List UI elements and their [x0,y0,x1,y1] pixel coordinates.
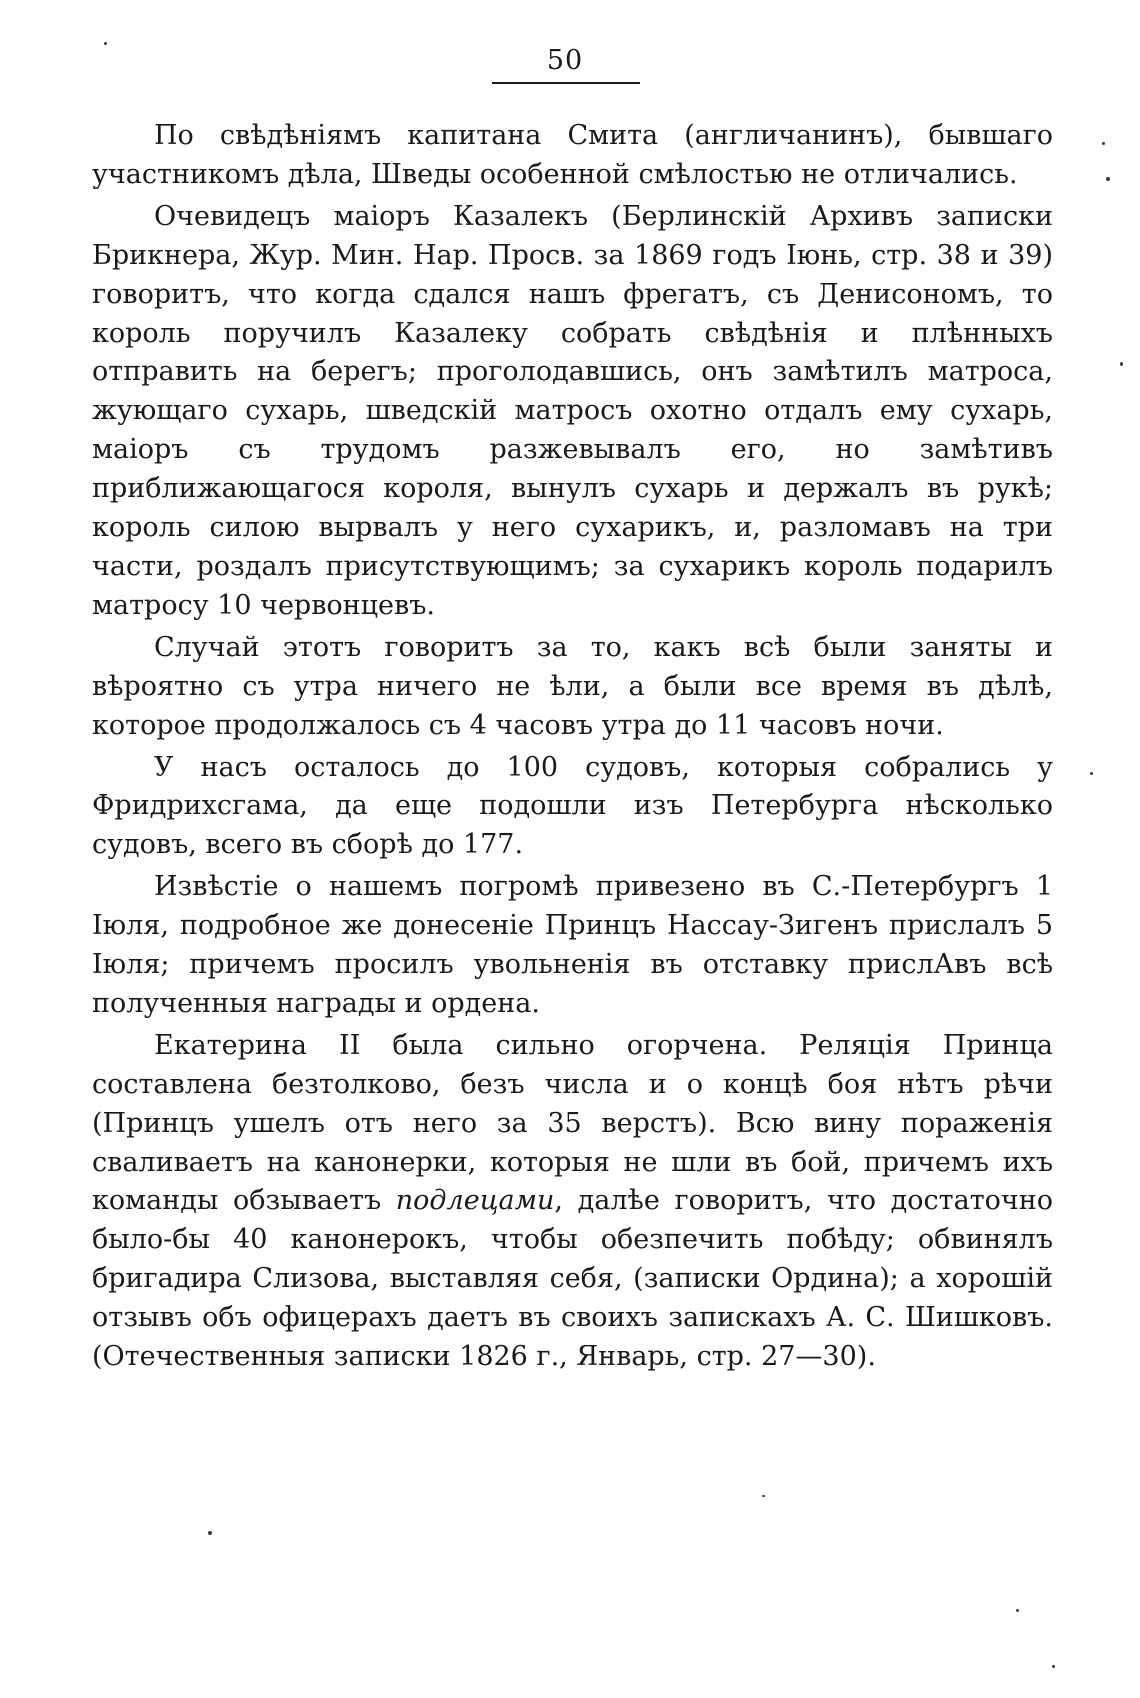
paragraph-news-of-defeat: Извѣстіе о нашемъ погромѣ привезено въ С.-Петербургъ 1 Іюля, подробное же донесеніе Принцъ Нассау-Зигенъ прислалъ 5 Іюля; причемъ просилъ увольненія въ отставку прислАвъ всѣ полученныя награды и ордена. [92,871,1053,1019]
paragraph-text-before-emphasis: Екатерина II была сильно огорчена. Реляція Принца составлена безтолково, безъ числа и о концѣ боя нѣтъ рѣчи (Принцъ ушелъ отъ него за 35 верстъ). Всю вину пораженія сваливаетъ на канонерки, которыя не шли въ бой, причемъ ихъ команды обзываетъ [92,1029,1053,1217]
speck-mark [104,42,107,45]
paragraph-case-remark: Случай этотъ говоритъ за то, какъ всѣ были заняты и вѣроятно съ утра ничего не ѣли, а были все время въ дѣлѣ, которое продолжалось съ 4 часовъ утра до 11 часовъ ночи. [92,631,1053,741]
speck-mark [762,1495,765,1497]
body-text [92,117,1053,1377]
paragraph-smith-account: По свѣдѣніямъ капитана Смита (англичанинъ), бывшаго участникомъ дѣла, Шведы особенной смѣлостью не отличались. [92,120,1053,190]
emphasized-word: подлецами [395,1185,555,1217]
paragraph-text-after-emphasis: , далѣе говоритъ, что достаточно было-бы 40 канонерокъ, чтобы обезпечить побѣду; обвинялъ бригадира Слизова, выставляя себя, (записки Ордина); а хорошій отзывъ объ офицерахъ даетъ въ своихъ запискахъ А. С. Шишковъ. (Отечественныя записки 1826 г., Январь, стр. 27—30). [92,1185,1053,1373]
page-number-rule [492,82,640,84]
speck-mark [208,1531,212,1535]
speck-mark [1016,1609,1019,1612]
speck-mark [1090,772,1093,775]
paragraph-kazalek-account: Очевидецъ маіоръ Казалекъ (Берлинскій Архивъ записки Брикнера, Жур. Мин. Нар. Просв. за 1869 годъ Іюнь, стр. 38 и 39) говоритъ, что когда сдался нашъ фрегатъ, съ Денисономъ, то король поручилъ Казалеку собрать свѣдѣнія и плѣнныхъ отправить на берегъ; проголодавшись, онъ замѣтилъ матроса, жующаго сухарь, шведскій матросъ охотно отдалъ ему сухарь, маіоръ съ трудомъ разжевывалъ его, но замѣтивъ приближающагося короля, вынулъ сухарь и держалъ въ рукѣ; король силою вырвалъ у него сухарикъ, и, разломавъ на три части, роздалъ присутствующимъ; за сухарикъ король подарилъ матросу 10 червонцевъ. [92,200,1053,621]
speck-mark [1102,142,1105,145]
page-number: 50 [546,45,584,76]
speck-mark [1052,1665,1055,1668]
speck-mark [1106,177,1110,181]
paragraph-remaining-ships: У насъ осталось до 100 судовъ, которыя собрались у Фридрихсгама, да еще подошли изъ Петербурга нѣсколько судовъ, всего въ сборѣ до 177. [92,751,1053,861]
paragraph-catherine-reaction [92,1027,1053,1377]
speck-mark [1120,362,1123,366]
